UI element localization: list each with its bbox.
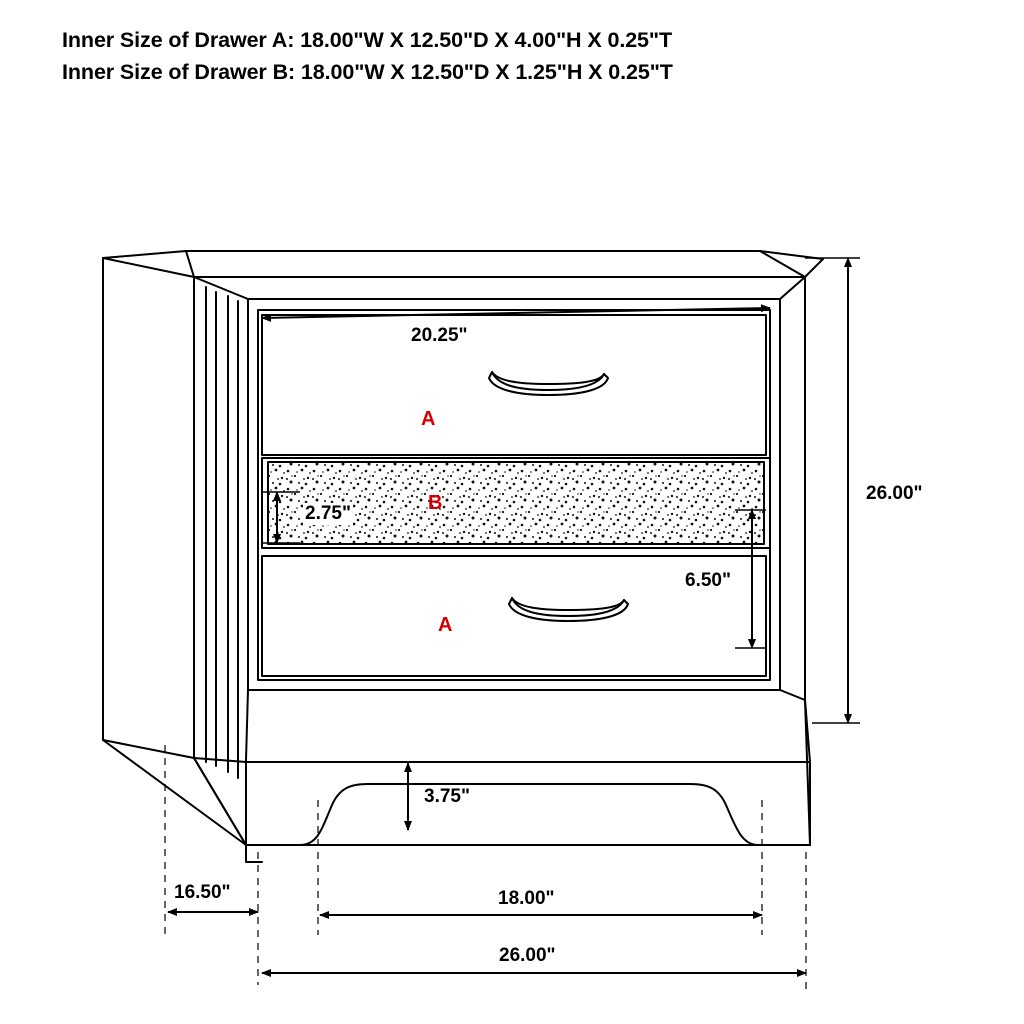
drawer-a-inner-size-text: Inner Size of Drawer A: 18.00"W X 12.50"D X 4.00"H X 0.25"T <box>62 28 673 52</box>
dim-middle-drawer-height: 2.75" <box>305 503 351 524</box>
dim-overall-height: 26.00" <box>866 483 923 504</box>
dim-lower-drawer-height: 6.50" <box>685 570 731 591</box>
dim-drawer-front-width: 20.25" <box>411 325 468 346</box>
dim-leg-span-width: 18.00" <box>498 888 555 909</box>
dim-depth: 16.50" <box>174 882 231 903</box>
dim-leg-clearance-height: 3.75" <box>424 786 470 807</box>
zone-label-drawer-a-top: A <box>421 408 436 430</box>
drawer-b-inner-size-text: Inner Size of Drawer B: 18.00"W X 12.50"D X 1.25"H X 0.25"T <box>62 60 673 84</box>
zone-label-drawer-a-bottom: A <box>438 614 453 636</box>
dim-overall-width: 26.00" <box>499 945 556 966</box>
zone-label-drawer-b: B <box>428 492 443 514</box>
